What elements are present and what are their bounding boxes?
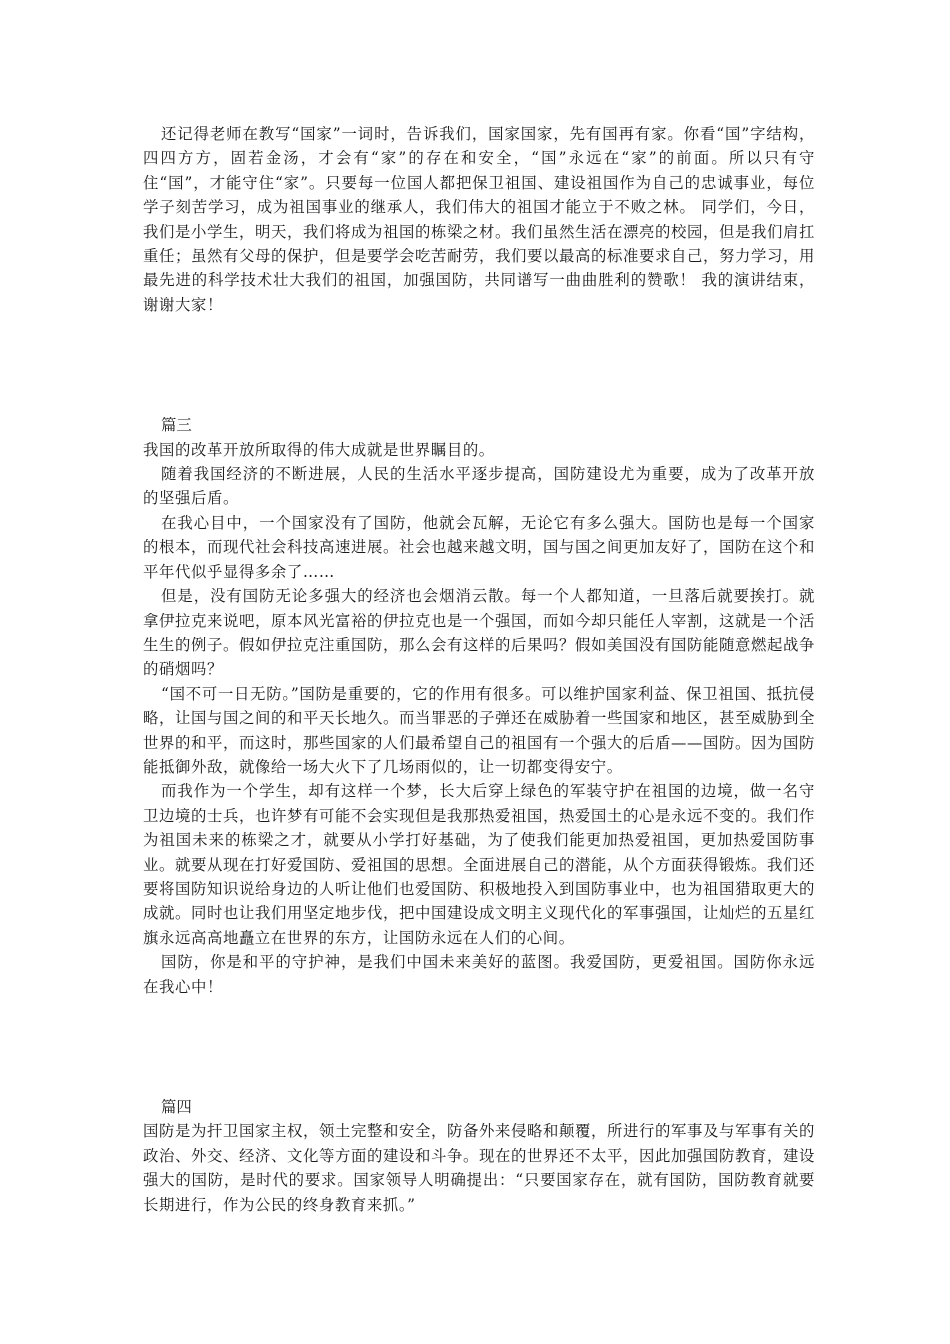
paragraph: 但是，没有国防无论多强大的经济也会烟消云散。每一个人都知道，一旦落后就要挨打。就拿伊拉克来说吧，原本风光富裕的伊拉克也是一个强国，而如今却只能任人宰割，这就是一个活生生的例子。假如伊拉克注重国防，那么会有这样的后果吗？假如美国没有国防能随意燃起战争的硝烟吗？	[143, 587, 815, 679]
paragraph: 在我心目中，一个国家没有了国防，他就会瓦解，无论它有多么强大。国防也是每一个国家的根本，而现代社会科技高速进展。社会也越来越文明，国与国之间更加友好了，国防在这个和平年代似乎显得多余了……	[143, 513, 815, 581]
paragraph: “国不可一日无防。”国防是重要的，它的作用有很多。可以维护国家利益、保卫祖国、抵抗侵略，让国与国之间的和平天长地久。而当罪恶的子弹还在威胁着一些国家和地区，甚至威胁到全世界的和平，而这时，那些国家的人们最希望自己的祖国有一个强大的后盾——国防。因为国防能抵御外敌，就像给一场大火下了几场雨似的，让一切都变得安宁。	[143, 684, 815, 776]
section-spacer	[143, 999, 815, 1095]
document-page	[143, 122, 815, 1217]
closing-paragraph: 还记得老师在教写“国家”一词时，告诉我们，国家国家，先有国再有家。你看“国”字结构，四四方方，固若金汤，才会有“家”的存在和安全，“国”永远在“家”的前面。所以只有守住“国”，才能守住“家”。只要每一位国人都把保卫祖国、建设祖国作为自己的忠诚事业，每位学子刻苦学习，成为祖国事业的继承人，我们伟大的祖国才能立于不败之林。 同学们，今日，我们是小学生，明天，我们将成为祖国的栋梁之材。我们虽然生活在漂亮的校园，但是我们肩扛重任；虽然有父母的保护，但是要学会吃苦耐劳，我们要以最高的标准要求自己，努力学习，用最先进的科学技术壮大我们的祖国，加强国防，共同谱写一曲曲胜利的赞歌！ 我的演讲结束，谢谢大家！	[143, 125, 815, 314]
section-heading: 篇三	[161, 416, 192, 435]
paragraph: 国防，你是和平的守护神，是我们中国未来美好的蓝图。我爱国防，更爱祖国。国防你永远在我心中！	[143, 953, 815, 996]
section-heading: 篇四	[161, 1098, 192, 1116]
paragraph: 国防是为扞卫国家主权，领土完整和安全，防备外来侵略和颠覆，所进行的军事及与军事有关的政治、外交、经济、文化等方面的建设和斗争。现在的世界还不太平，因此加强国防教育，建设强大的国防，是时代的要求。国家领导人明确提出：“只要国家存在，就有国防，国防教育就要长期进行，作为公民的终身教育来抓。”	[143, 1122, 815, 1214]
section-spacer	[143, 317, 815, 413]
paragraph: 而我作为一个学生，却有这样一个梦，长大后穿上绿色的军装守护在祖国的边境，做一名守卫边境的士兵，也许梦有可能不会实现但是我那热爱祖国，热爱国土的心是永远不变的。我们作为祖国未来的栋梁之才，就要从小学打好基础，为了使我们能更加热爱祖国，更加热爱国防事业。就要从现在打好爱国防、爱祖国的思想。全面进展自己的潜能，从个方面获得锻炼。我们还要将国防知识说给身边的人听让他们也爱国防、积极地投入到国防事业中，也为祖国猎取更大的成就。同时也让我们用坚定地步伐，把中国建设成文明主义现代化的军事强国，让灿烂的五星红旗永远高高地矗立在世界的东方，让国防永远在人们的心间。	[143, 782, 815, 947]
paragraph: 我国的改革开放所取得的伟大成就是世界瞩目的。	[143, 440, 495, 459]
section-three	[143, 413, 815, 999]
paragraph: 随着我国经济的不断进展，人民的生活水平逐步提高，国防建设尤为重要，成为了改革开放的坚强后盾。	[143, 465, 815, 508]
section-four	[143, 1095, 815, 1217]
